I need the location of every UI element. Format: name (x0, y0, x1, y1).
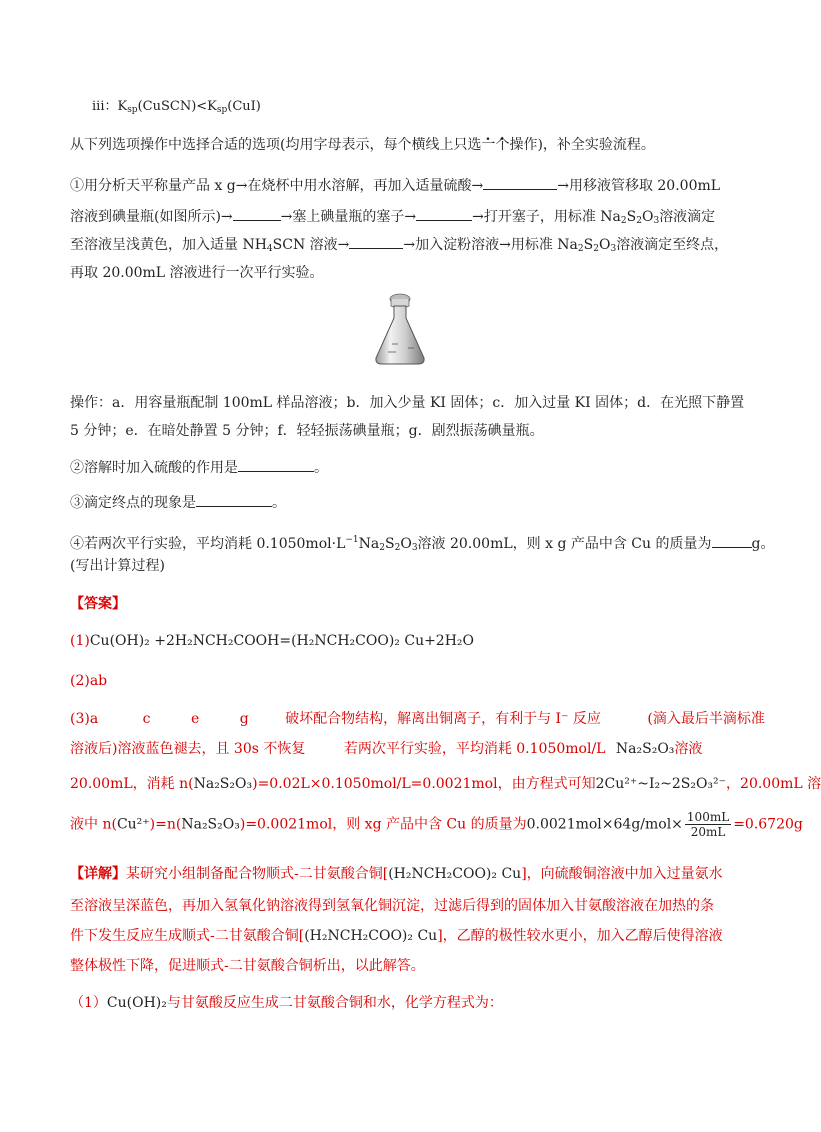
q3: ③滴定终点的现象是 。 (70, 492, 286, 514)
q4-line1: ④若两次平行实验，平均消耗 $0.1050mol\cdot L^{-1}Na_2S_2O_3$溶液 20.00mL，则 x g 产品中含 Cu 的质量为 g。 (70, 535, 775, 553)
answer-2: (2)ab (70, 673, 108, 689)
section-1: （1）Cu(OH)₂与甘氨酸反应生成二甘氨酸合铜和水，化学方程式为： (70, 995, 503, 1011)
flask-body (376, 306, 424, 364)
fraction: $\frac{100mL}{20mL}$ (686, 810, 730, 839)
q1-line1: ①用分析天平称量产品 x g→在烧杯中用水溶解，再加入适量硫酸→ →用移液管移取 20.00mL (70, 175, 720, 197)
instruction: 从下列选项操作中选择合适的选项(均用字母表示，每个横线上只选一个操作)，补全实验流程。 (70, 137, 655, 153)
operations-line2: 5 分钟；e．在暗处静置 5 分钟；f．轻轻振荡碘量瓶；g．剧烈振荡碘量瓶。 (70, 423, 544, 439)
answer-3-line2: 溶液后)溶液蓝色褪去，且 30s 不恢复 若两次平行实验，平均消耗 0.1050mol/L Na₂S₂O₃溶液 (70, 741, 703, 757)
blank-4[interactable] (349, 234, 403, 249)
answer-3-line1: (3)a c e g 破坏配合物结构，解离出铜离子，有利于与 I⁻ 反应 (滴入最后半滴标准 (70, 711, 765, 727)
iodine-flask-illustration (370, 290, 430, 370)
answer-label: 【答案】 (70, 596, 126, 612)
detail-line2: 至溶液呈深蓝色，再加入氢氧化钠溶液得到氢氧化铜沉淀，过滤后得到的固体加入甘氨酸溶液在加热的条 (70, 898, 714, 914)
answer-3-line4: 液中 n(Cu²⁺)=n(Na₂S₂O₃)=0.0021mol，则 xg 产品中含 Cu 的质量为0.0021mol×64g/mol× $\frac{100mL}{20mL}$ =0.6720g (70, 810, 803, 839)
q1-line3: 至溶液呈浅黄色，加入适量 $NH_4SCN$ 溶液→ →加入淀粉溶液→用标准 $Na_2S_2O_3$溶液滴定至终点， (70, 234, 728, 260)
answer-1: (1)Cu(OH)₂ +2H₂NCH₂COOH=(H₂NCH₂COO)₂ Cu+2H₂O (70, 633, 475, 649)
blank-3[interactable] (416, 206, 472, 221)
q2: ②溶解时加入硫酸的作用是 。 (70, 457, 328, 479)
q4-line2: (写出计算过程) (70, 558, 165, 574)
operations-line1: 操作：a．用容量瓶配制 100mL 样品溶液；b．加入少量 KI 固体；c．加入过量 KI 固体；d．在光照下静置 (70, 395, 745, 411)
detail-line3: 件下发生反应生成顺式-二甘氨酸合铜[(H₂NCH₂COO)₂ Cu]，乙醇的极性较水更小，加入乙醇后使得溶液 (70, 928, 723, 944)
answer-3-line3: 20.00mL，消耗 n(Na₂S₂O₃)=0.02L×0.1050mol/L=0.0021mol，由方程式可知2Cu²⁺~I₂~2S₂O₃²⁻，20.00mL 溶 (70, 776, 821, 792)
note-iii: iii：$K_{sp}(CuSCN)<K_{sp}(CuI)$ (92, 99, 261, 115)
blank-q2[interactable] (238, 457, 314, 472)
q1-line4: 再取 20.00mL 溶液进行一次平行实验。 (70, 265, 324, 281)
blank-1[interactable] (483, 175, 557, 190)
detail-line1: 【详解】某研究小组制备配合物顺式-二甘氨酸合铜[(H₂NCH₂COO)₂ Cu]，向硫酸铜溶液中加入过量氨水 (70, 866, 723, 882)
q1-line2: 溶液到碘量瓶(如图所示)→ →塞上碘量瓶的塞子→ →打开塞子，用标准 $Na_2S_2O_3$溶液滴定 (70, 206, 715, 232)
detail-line4: 整体极性下降，促进顺式-二甘氨酸合铜析出，以此解答。 (70, 958, 425, 974)
blank-2[interactable] (233, 206, 281, 221)
blank-q3[interactable] (196, 492, 272, 507)
blank-q4[interactable] (712, 533, 752, 548)
